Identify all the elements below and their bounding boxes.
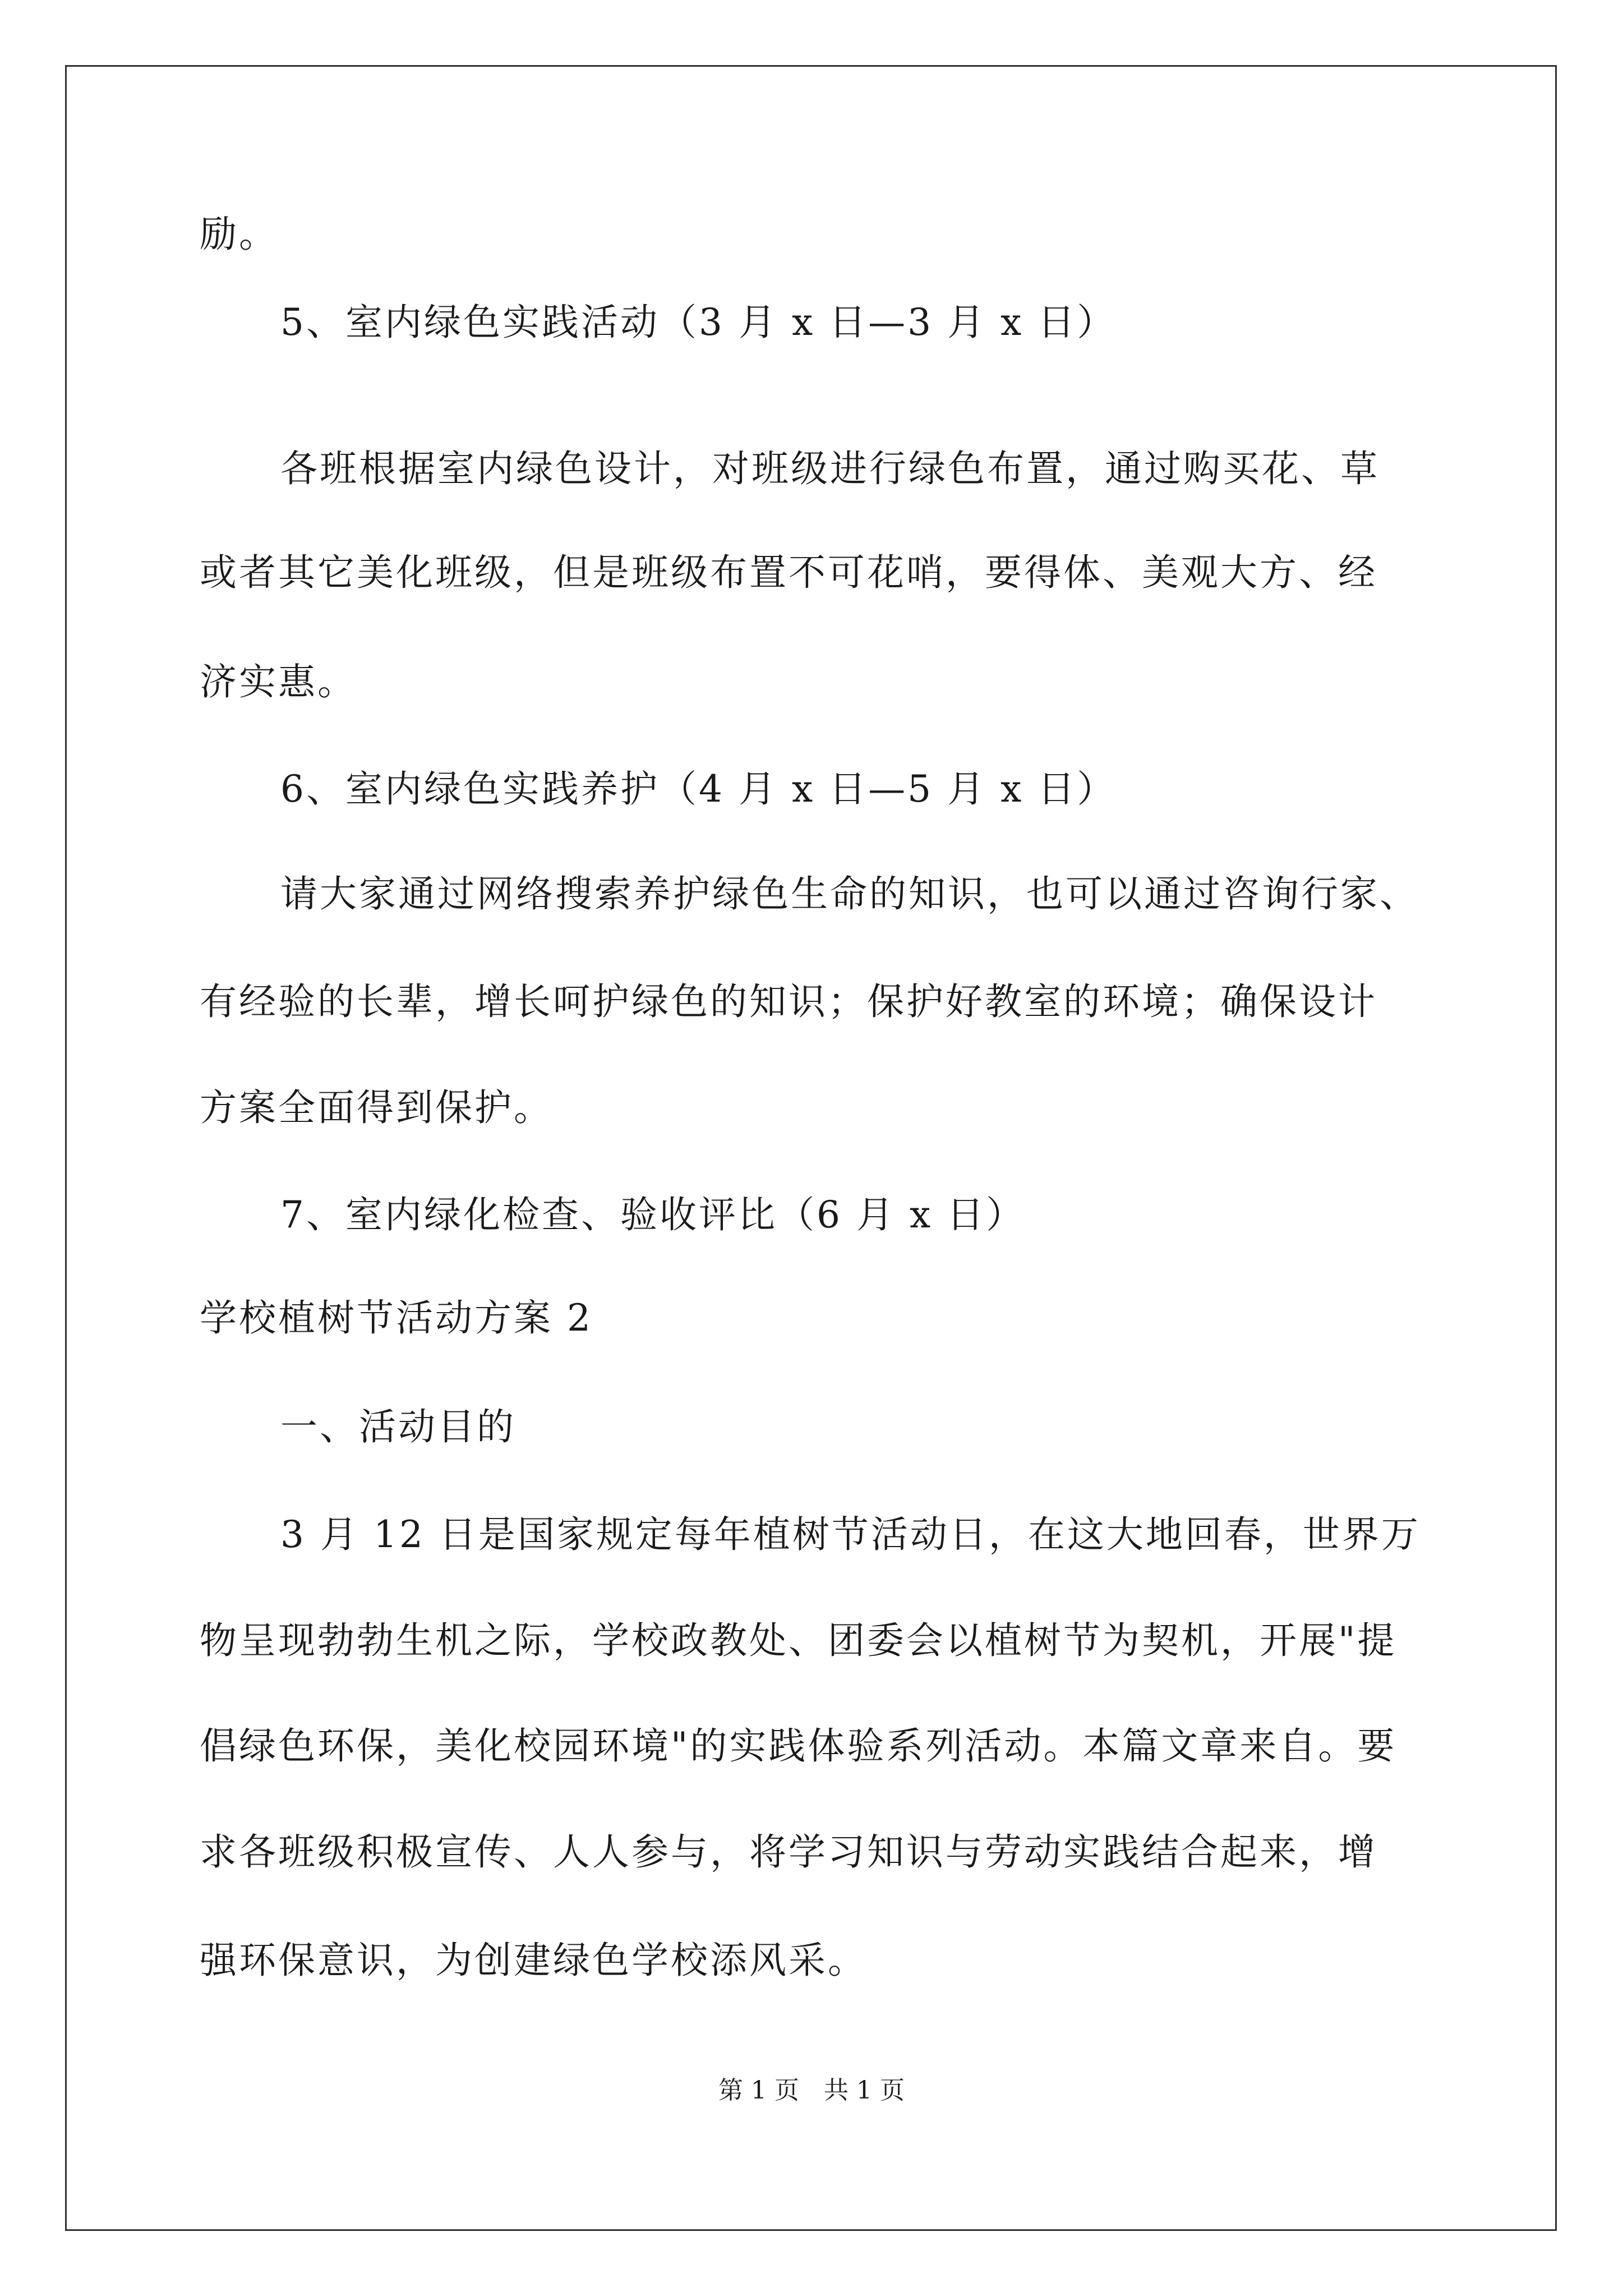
body-text-line: 倡绿色环保，美化校园环境"的实践体验系列活动。本篇文章来自。要 [200, 1724, 1397, 1768]
page-number-footer: 第 1 页 共 1 页 [718, 2076, 905, 2105]
section-heading-5: 5、室内绿色实践活动（3 月 x 日—3 月 x 日） [280, 301, 1117, 344]
body-text-line: 求各班级积极宣传、人人参与，将学习知识与劳动实践结合起来，增 [200, 1830, 1377, 1874]
section-heading-7: 7、室内绿化检查、验收评比（6 月 x 日） [280, 1193, 1026, 1236]
page-border [65, 65, 1557, 2231]
body-text-line: 请大家通过网络搜索养护绿色生命的知识，也可以通过咨询行家、 [280, 872, 1419, 915]
body-text-line: 物呈现勃勃生机之际，学校政教处、团委会以植树节为契机，开展"提 [200, 1619, 1397, 1662]
body-text-line: 或者其它美化班级，但是班级布置不可花哨，要得体、美观大方、经 [200, 551, 1377, 594]
document-title: 学校植树节活动方案 2 [200, 1296, 593, 1340]
body-text-line: 济实惠。 [200, 660, 357, 703]
body-text-line: 3 月 12 日是国家规定每年植树节活动日，在这大地回春，世界万 [280, 1513, 1421, 1556]
body-text-line: 有经验的长辈，增长呵护绿色的知识；保护好教室的环境；确保设计 [200, 980, 1377, 1023]
section-heading-purpose: 一、活动目的 [280, 1405, 516, 1448]
body-text-line: 强环保意识，为创建绿色学校添风采。 [200, 1939, 867, 1982]
section-heading-6: 6、室内绿色实践养护（4 月 x 日—5 月 x 日） [280, 767, 1117, 811]
body-text-line: 各班根据室内绿色设计，对班级进行绿色布置，通过购买花、草 [280, 447, 1380, 490]
body-text-line: 励。 [200, 213, 278, 256]
body-text-line: 方案全面得到保护。 [200, 1086, 553, 1129]
